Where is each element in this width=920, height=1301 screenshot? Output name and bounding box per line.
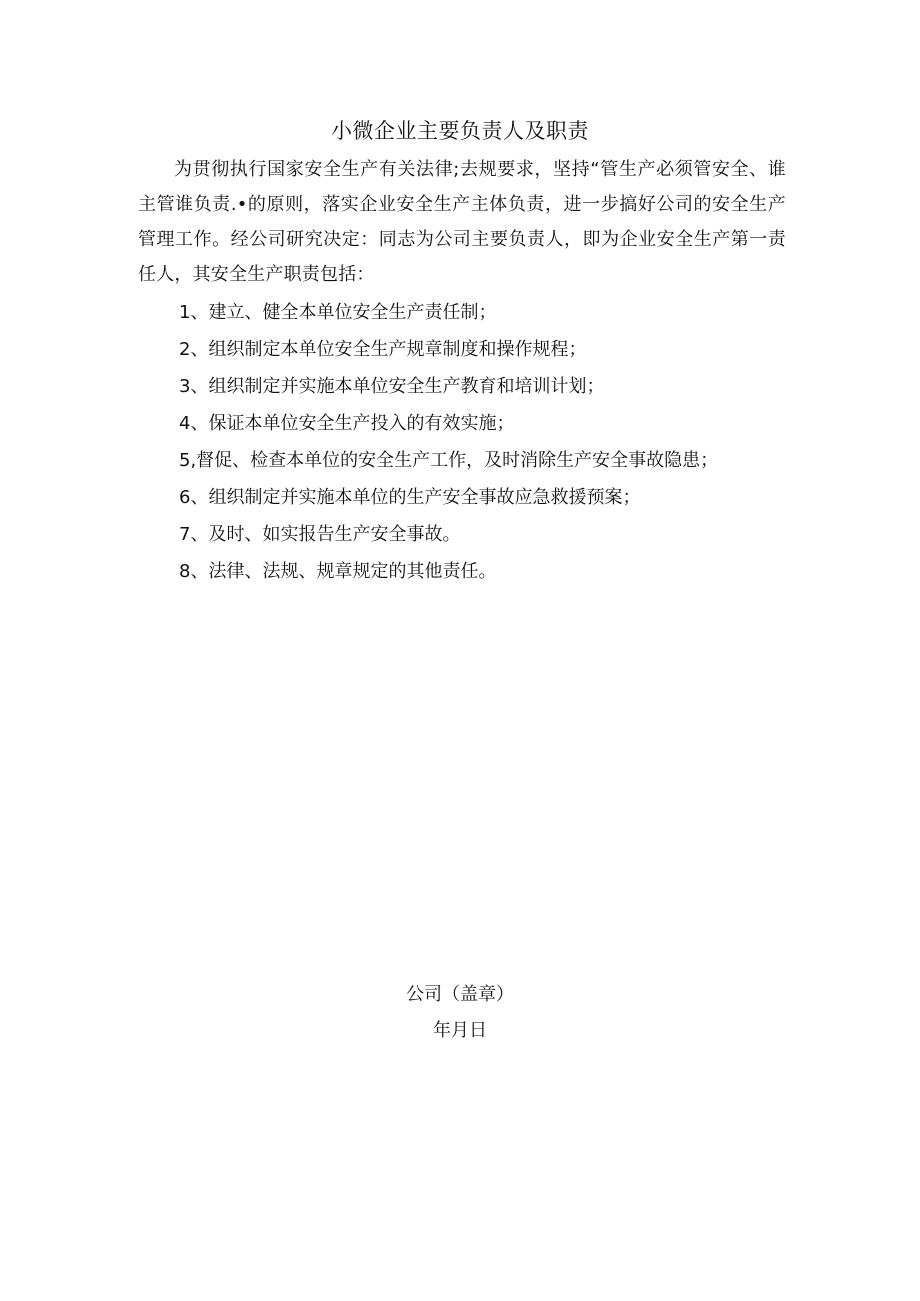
duty-item-7: 7、及时、如实报告生产安全事故。 bbox=[179, 524, 461, 545]
duty-item-1: 1、建立、健全本单位安全生产责任制； bbox=[179, 302, 497, 323]
document-title: 小微企业主要负责人及职责 bbox=[331, 119, 589, 143]
duty-item-5: 5,督促、检查本单位的安全生产工作，及时消除生产安全事故隐患； bbox=[179, 450, 719, 471]
duty-item-4: 4、保证本单位安全生产投入的有效实施； bbox=[179, 413, 515, 434]
duty-item-6: 6、组织制定并实施本单位的生产安全事故应急救援预案； bbox=[179, 487, 641, 508]
duty-item-3: 3、组织制定并实施本单位安全生产教育和培训计划； bbox=[179, 376, 605, 397]
date-line: 年月日 bbox=[433, 1020, 487, 1041]
duties-list bbox=[179, 294, 799, 590]
duty-item-2: 2、组织制定本单位安全生产规章制度和操作规程； bbox=[179, 339, 587, 360]
duty-item-8: 8、法律、法规、规章规定的其他责任。 bbox=[179, 561, 497, 582]
company-stamp-line: 公司（盖章） bbox=[406, 984, 514, 1005]
intro-paragraph: 为贯彻执行国家安全生产有关法律;去规要求，坚持“管生产必须管安全、谁主管谁负责.•的原则，落实企业安全生产主体负责，进一步搞好公司的安全生产管理工作。经公司研究决定：同志为公司主要负责人，即为企业安全生产第一责任人，其安全生产职责包括： bbox=[138, 159, 786, 285]
